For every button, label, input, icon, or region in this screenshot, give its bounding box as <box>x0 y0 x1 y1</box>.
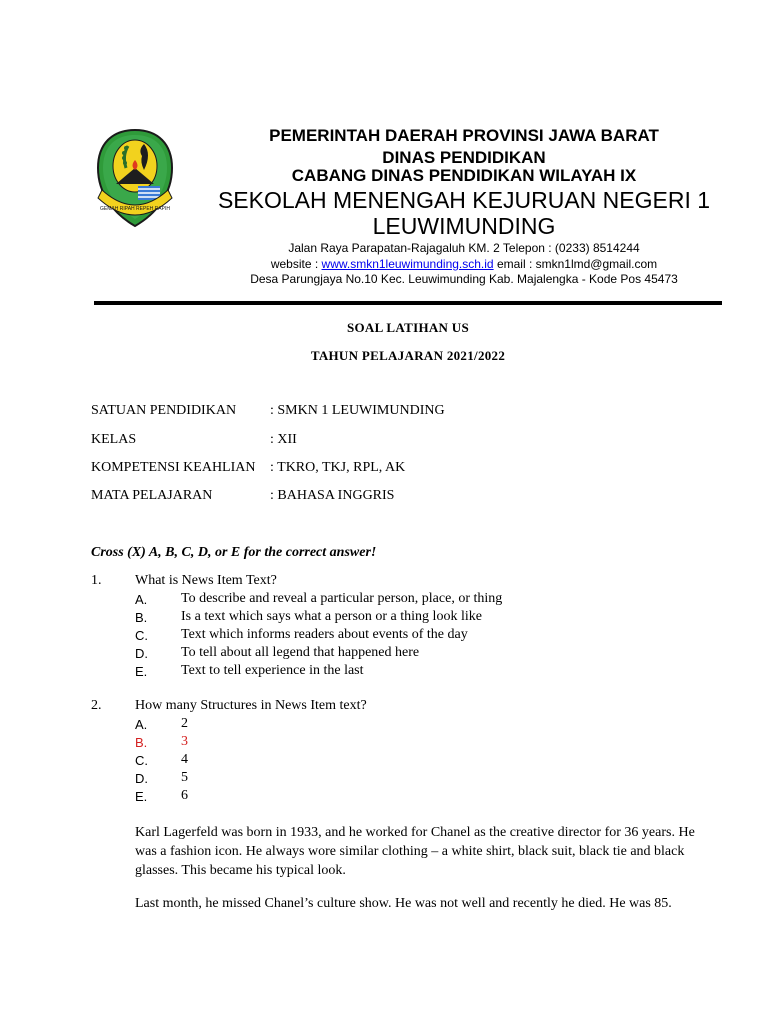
email-text: email : smkn1lmd@gmail.com <box>493 257 658 271</box>
website-prefix: website : <box>270 257 322 271</box>
school-name-line1: SEKOLAH MENENGAH KEJURUAN NEGERI 1 <box>217 187 711 213</box>
info-value-education-unit: : SMKN 1 LEUWIMUNDING <box>270 403 445 418</box>
option-letter: C. <box>135 628 148 643</box>
logo-motto: GEMAH RIPAH REPEH RAPIH <box>100 206 170 212</box>
header-branch: CABANG DINAS PENDIDIKAN WILAYAH IX <box>291 166 637 185</box>
west-java-crest-icon <box>92 128 178 228</box>
option-text: 2 <box>181 716 188 731</box>
info-value-class: : XII <box>270 432 297 447</box>
question-number: 2. <box>91 698 102 713</box>
option-text: Text which informs readers about events of the day <box>181 627 468 642</box>
option-letter: C. <box>135 753 148 768</box>
info-value-competency: : TKRO, TKJ, RPL, AK <box>270 460 406 475</box>
address-line-2: Desa Parungjaya No.10 Kec. Leuwimunding Kab. Majalengka - Kode Pos 45473 <box>250 272 678 286</box>
option-letter: A. <box>135 717 148 732</box>
option-text: Text to tell experience in the last <box>181 663 364 678</box>
info-value-subject: : BAHASA INGGRIS <box>270 488 395 503</box>
question-number: 1. <box>91 573 102 588</box>
option-text: 6 <box>181 788 188 803</box>
document-title: SOAL LATIHAN US <box>346 320 469 335</box>
option-text: To tell about all legend that happened here <box>181 645 420 660</box>
option-text: To describe and reveal a particular person, place, or thing <box>181 591 503 606</box>
question-text: How many Structures in News Item text? <box>135 698 367 713</box>
info-label-class: KELAS <box>91 432 137 447</box>
option-letter: E. <box>135 789 148 804</box>
address-line: Jalan Raya Parapatan-Rajagaluh KM. 2 Telepon : (0233) 8514244 <box>288 241 640 255</box>
instruction-text: Cross (X) A, B, C, D, or E for the correct answer! <box>91 545 377 560</box>
academic-year-title: TAHUN PELAJARAN 2021/2022 <box>310 348 506 363</box>
header-divider <box>94 301 722 305</box>
header-government: PEMERINTAH DAERAH PROVINSI JAWA BARAT <box>269 126 659 145</box>
option-letter: E. <box>135 664 148 679</box>
school-logo <box>92 128 178 228</box>
option-letter: B. <box>135 610 148 625</box>
reading-passage-paragraph: Karl Lagerfeld was born in 1933, and he worked for Chanel as the creative director for 36 years. He was a fashion icon. He always wore similar clothing – a white shirt, black suit, black tie and black glasses. This became his typical look. <box>135 825 695 878</box>
info-label-education-unit: SATUAN PENDIDIKAN <box>91 403 237 418</box>
info-label-subject: MATA PELAJARAN <box>91 488 213 503</box>
option-text-answer: 3 <box>181 734 188 749</box>
info-label-competency: KOMPETENSI KEAHLIAN <box>91 460 256 475</box>
option-text: 5 <box>181 770 188 785</box>
school-name-line2: LEUWIMUNDING <box>372 213 556 239</box>
contact-line <box>180 257 748 271</box>
option-letter: A. <box>135 592 148 607</box>
option-text: Is a text which says what a person or a thing look like <box>181 609 482 624</box>
option-letter-answer: B. <box>135 735 148 750</box>
header-department: DINAS PENDIDIKAN <box>382 148 546 167</box>
website-link[interactable]: www.smkn1leuwimunding.sch.id <box>321 257 494 271</box>
question-text: What is News Item Text? <box>135 573 277 588</box>
option-text: 4 <box>181 752 188 767</box>
option-letter: D. <box>135 771 148 786</box>
option-letter: D. <box>135 646 148 661</box>
reading-passage-paragraph: Last month, he missed Chanel’s culture show. He was not well and recently he died. He was 85. <box>135 896 672 911</box>
